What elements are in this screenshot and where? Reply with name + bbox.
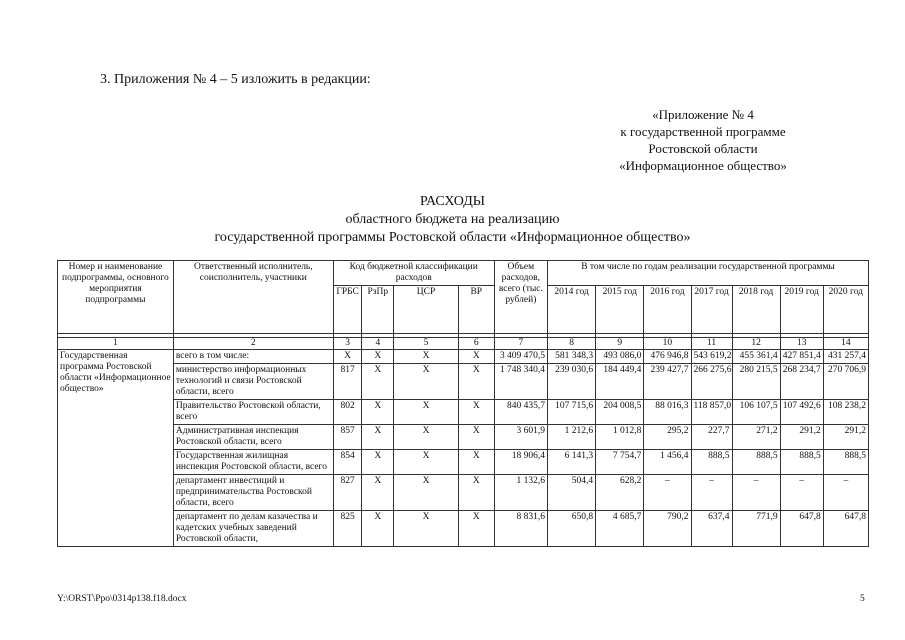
grbs-cell: 802: [333, 400, 362, 425]
csr-cell: Х: [394, 350, 459, 364]
year-value-cell: 291,2: [780, 425, 823, 450]
year-value-cell: 108 238,2: [823, 400, 868, 425]
appendix-line-2: к государственной программе: [620, 124, 786, 139]
table-viewport: [57, 260, 870, 579]
executor-cell: всего в том числе:: [173, 350, 333, 364]
total-cell: 3 409 470,5: [494, 350, 547, 364]
total-cell: 840 435,7: [494, 400, 547, 425]
csr-cell: Х: [394, 425, 459, 450]
grbs-cell: Х: [333, 350, 362, 364]
year-value-cell: –: [691, 475, 732, 511]
col-number: 9: [596, 338, 644, 350]
table-row: [58, 400, 869, 425]
table-row: [58, 511, 869, 547]
year-value-cell: 647,8: [780, 511, 823, 547]
table-row: [58, 450, 869, 475]
col-number: 8: [548, 338, 596, 350]
footer-page-number: 5: [860, 594, 865, 604]
header-year: 2014 год: [548, 286, 596, 334]
header-volume: Объем расходов, всего (тыс. рублей): [494, 261, 547, 334]
rzpr-cell: Х: [362, 511, 394, 547]
appendix-line-1: «Приложение № 4: [652, 107, 754, 122]
year-value-cell: 280 215,5: [732, 364, 780, 400]
appendix-line-4: «Информационное общество»: [619, 158, 787, 173]
executor-cell: Правительство Ростовской области, всего: [173, 400, 333, 425]
col-number: 3: [333, 338, 362, 350]
col-number: 14: [823, 338, 868, 350]
csr-cell: Х: [394, 511, 459, 547]
year-value-cell: 1 456,4: [644, 450, 691, 475]
executor-cell: Государственная жилищная инспекция Ростовской области, всего: [173, 450, 333, 475]
executor-cell: министерство информационных технологий и связи Ростовской области, всего: [173, 364, 333, 400]
year-value-cell: 1 212,6: [548, 425, 596, 450]
total-cell: 1 748 340,4: [494, 364, 547, 400]
total-cell: 18 906,4: [494, 450, 547, 475]
year-value-cell: 628,2: [596, 475, 644, 511]
header-year: 2015 год: [596, 286, 644, 334]
col-number: 1: [58, 338, 174, 350]
year-value-cell: 227,7: [691, 425, 732, 450]
column-number-row: [58, 338, 869, 350]
intro-text: 3. Приложения № 4 – 5 изложить в редакции:: [100, 72, 371, 87]
header-grbs: ГРБС: [333, 286, 362, 334]
table-row: [58, 475, 869, 511]
year-value-cell: –: [780, 475, 823, 511]
header-year: 2020 год: [823, 286, 868, 334]
vr-cell: Х: [458, 450, 494, 475]
grbs-cell: 827: [333, 475, 362, 511]
rzpr-cell: Х: [362, 425, 394, 450]
header-years-group: В том числе по годам реализации государственной программы: [548, 261, 869, 286]
vr-cell: Х: [458, 425, 494, 450]
year-value-cell: 4 685,7: [596, 511, 644, 547]
year-value-cell: 493 086,0: [596, 350, 644, 364]
col-number: 2: [173, 338, 333, 350]
year-value-cell: 268 234,7: [780, 364, 823, 400]
header-name: Номер и наименование подпрограммы, основного мероприятия подпрограммы: [58, 261, 174, 334]
year-value-cell: 88 016,3: [644, 400, 691, 425]
col-number: 10: [644, 338, 691, 350]
year-value-cell: 184 449,4: [596, 364, 644, 400]
col-number: 7: [494, 338, 547, 350]
table-row: [58, 350, 869, 364]
header-vr: ВР: [458, 286, 494, 334]
year-value-cell: 6 141,3: [548, 450, 596, 475]
executor-cell: Административная инспекция Ростовской области, всего: [173, 425, 333, 450]
col-number: 5: [394, 338, 459, 350]
col-number: 6: [458, 338, 494, 350]
csr-cell: Х: [394, 450, 459, 475]
col-number: 11: [691, 338, 732, 350]
executor-cell: департамент по делам казачества и кадетских учебных заведений Ростовской области,: [173, 511, 333, 547]
year-value-cell: –: [823, 475, 868, 511]
year-value-cell: 204 008,5: [596, 400, 644, 425]
budget-table: [57, 260, 869, 547]
year-value-cell: 1 012,8: [596, 425, 644, 450]
year-value-cell: 270 706,9: [823, 364, 868, 400]
appendix-heading: [553, 106, 853, 174]
rzpr-cell: Х: [362, 475, 394, 511]
document-title: [0, 193, 905, 247]
year-value-cell: 427 851,4: [780, 350, 823, 364]
rzpr-cell: Х: [362, 364, 394, 400]
year-value-cell: 431 257,4: [823, 350, 868, 364]
total-cell: 3 601,9: [494, 425, 547, 450]
year-value-cell: 266 275,6: [691, 364, 732, 400]
year-value-cell: 650,8: [548, 511, 596, 547]
year-value-cell: 543 619,2: [691, 350, 732, 364]
footer-file-path: Y:\ORST\Ppo\0314p138.f18.docx: [57, 594, 187, 604]
vr-cell: Х: [458, 475, 494, 511]
header-executor: Ответственный исполнитель, соисполнитель, участники: [173, 261, 333, 334]
total-cell: 8 831,6: [494, 511, 547, 547]
title-line-3: государственной программы Ростовской области «Информационное общество»: [214, 230, 691, 245]
col-number: 4: [362, 338, 394, 350]
vr-cell: Х: [458, 364, 494, 400]
appendix-line-3: Ростовской области: [648, 141, 758, 156]
year-value-cell: 295,2: [644, 425, 691, 450]
title-line-1: РАСХОДЫ: [420, 194, 485, 209]
vr-cell: Х: [458, 400, 494, 425]
year-value-cell: 106 107,5: [732, 400, 780, 425]
rzpr-cell: Х: [362, 450, 394, 475]
header-year: 2016 год: [644, 286, 691, 334]
grbs-cell: 825: [333, 511, 362, 547]
year-value-cell: 647,8: [823, 511, 868, 547]
year-value-cell: 455 361,4: [732, 350, 780, 364]
year-value-cell: 107 715,6: [548, 400, 596, 425]
header-year: 2018 год: [732, 286, 780, 334]
program-name: Государственная программа Ростовской области «Информационное общество»: [58, 350, 174, 547]
year-value-cell: 637,4: [691, 511, 732, 547]
year-value-cell: 888,5: [780, 450, 823, 475]
csr-cell: Х: [394, 475, 459, 511]
csr-cell: Х: [394, 364, 459, 400]
year-value-cell: 581 348,3: [548, 350, 596, 364]
year-value-cell: 888,5: [691, 450, 732, 475]
rzpr-cell: Х: [362, 350, 394, 364]
year-value-cell: 790,2: [644, 511, 691, 547]
grbs-cell: 817: [333, 364, 362, 400]
year-value-cell: –: [732, 475, 780, 511]
year-value-cell: 291,2: [823, 425, 868, 450]
grbs-cell: 857: [333, 425, 362, 450]
year-value-cell: 888,5: [823, 450, 868, 475]
grbs-cell: 854: [333, 450, 362, 475]
year-value-cell: 504,4: [548, 475, 596, 511]
header-rzpr: РзПр: [362, 286, 394, 334]
table-row: [58, 364, 869, 400]
table-row: [58, 425, 869, 450]
col-number: 13: [780, 338, 823, 350]
year-value-cell: 107 492,6: [780, 400, 823, 425]
executor-cell: департамент инвестиций и предпринимательства Ростовской области, всего: [173, 475, 333, 511]
year-value-cell: –: [644, 475, 691, 511]
year-value-cell: 239 030,6: [548, 364, 596, 400]
year-value-cell: 271,2: [732, 425, 780, 450]
year-value-cell: 118 857,0: [691, 400, 732, 425]
year-value-cell: 888,5: [732, 450, 780, 475]
header-csr: ЦСР: [394, 286, 459, 334]
total-cell: 1 132,6: [494, 475, 547, 511]
header-year: 2019 год: [780, 286, 823, 334]
title-line-2: областного бюджета на реализацию: [345, 212, 560, 227]
year-value-cell: 476 946,8: [644, 350, 691, 364]
year-value-cell: 771,9: [732, 511, 780, 547]
year-value-cell: 239 427,7: [644, 364, 691, 400]
vr-cell: Х: [458, 350, 494, 364]
header-code-group: Код бюджетной классификации расходов: [333, 261, 494, 286]
rzpr-cell: Х: [362, 400, 394, 425]
year-value-cell: 7 754,7: [596, 450, 644, 475]
header-year: 2017 год: [691, 286, 732, 334]
col-number: 12: [732, 338, 780, 350]
csr-cell: Х: [394, 400, 459, 425]
vr-cell: Х: [458, 511, 494, 547]
